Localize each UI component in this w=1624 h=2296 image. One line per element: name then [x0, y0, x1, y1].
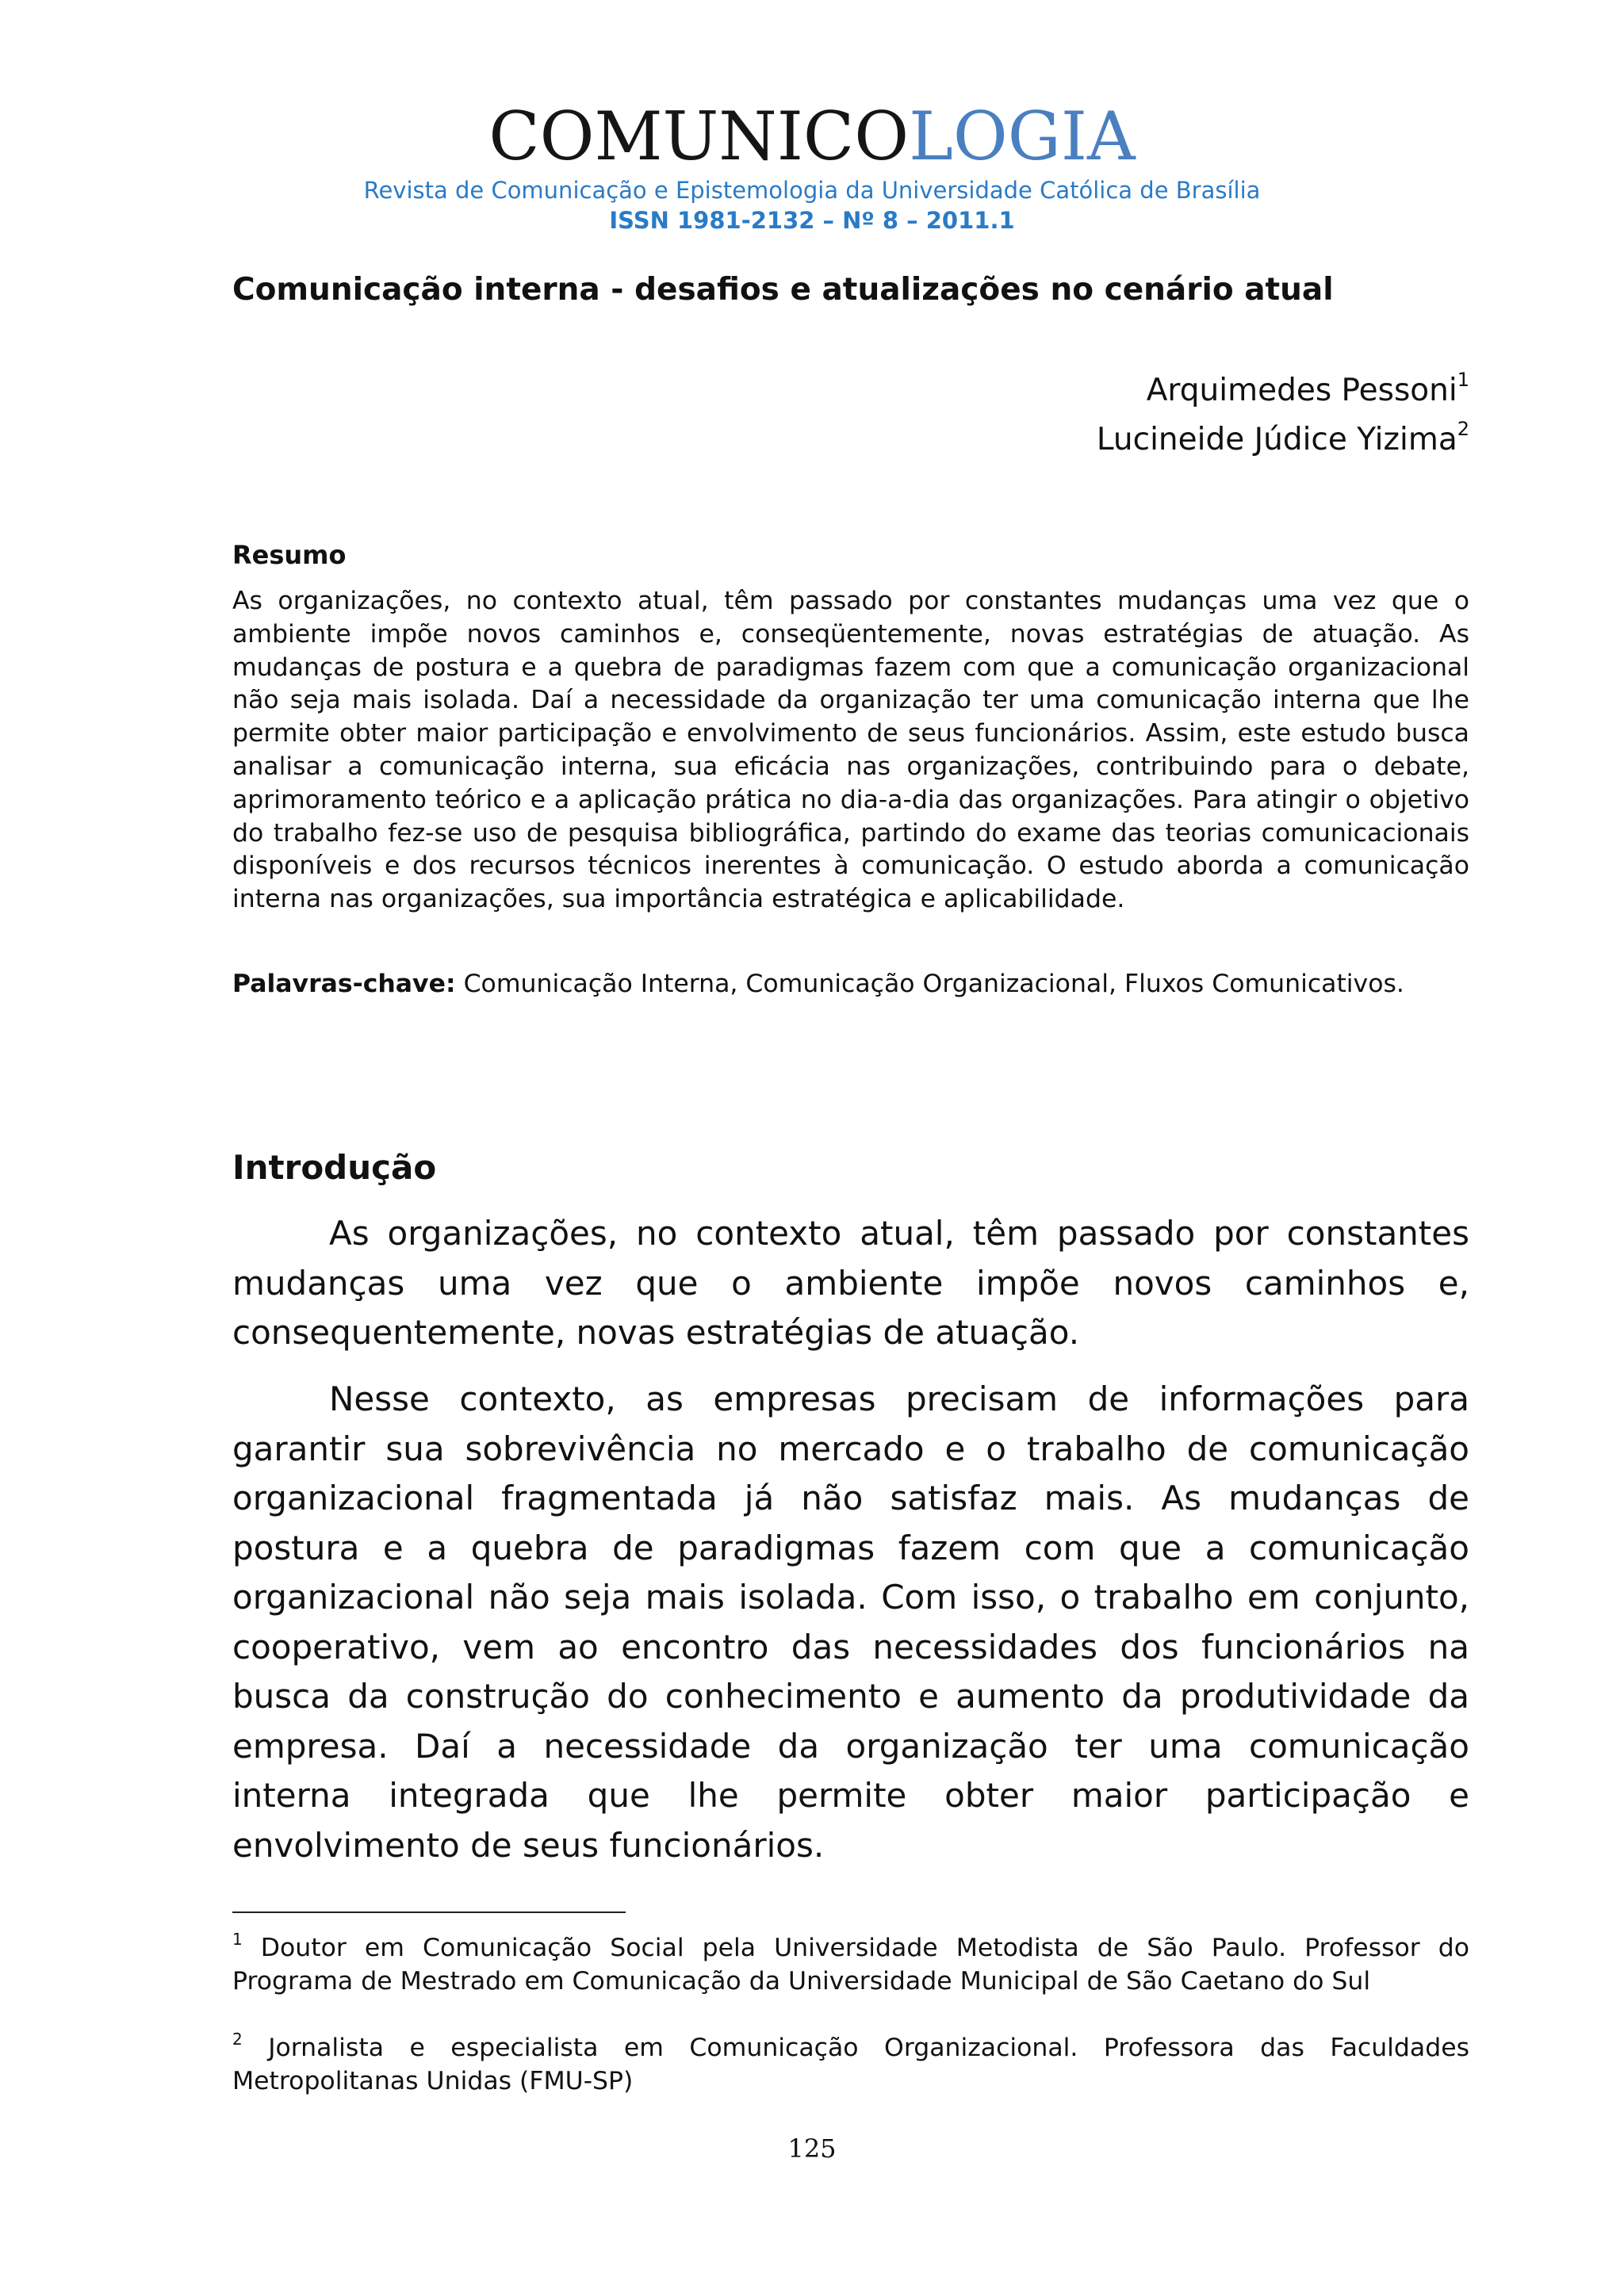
journal-subtitle: Revista de Comunicação e Epistemologia da Universidade Católica de Brasília	[363, 177, 1261, 204]
author-name: Arquimedes Pessoni	[1146, 373, 1457, 408]
footnote-text: Jornalista e especialista em Comunicação Organizacional. Professora das Faculdades Metropolitanas Unidas (FMU-SP)	[232, 2034, 1469, 2095]
paragraph: As organizações, no contexto atual, têm passado por constantes mudanças uma vez que o ambiente impõe novos caminhos e, consequentemente, novas estratégias de atuação.	[232, 1214, 1469, 1352]
footnote-mark: 1	[232, 1930, 243, 1949]
footnote-mark: 1	[1457, 369, 1469, 391]
footnote-separator	[232, 1911, 626, 1913]
abstract-heading: Resumo	[232, 540, 347, 570]
author	[1097, 366, 1469, 415]
section-heading-introduction: Introdução	[232, 1148, 437, 1187]
keywords-text: Comunicação Interna, Comunicação Organizacional, Fluxos Comunicativos.	[463, 970, 1404, 998]
footnote-mark: 2	[232, 2030, 243, 2049]
author-name: Lucineide Júdice Yizima	[1096, 422, 1457, 457]
abstract-body: As organizações, no contexto atual, têm passado por constantes mudanças uma vez que o ambiente impõe novos caminhos e, conseqüentemente, novas estratégias de atuação. As mudanças de postura e a quebra de paradigmas fazem com que a comunicação organizacional não seja mais isolada. Daí a necessidade da organização ter uma comunicação interna que lhe permite obter maior participação e envolvimento de seus funcionários. Assim, este estudo busca analisar a comunicação interna, sua eficácia nas organizações, contribuindo para o debate, aprimoramento teórico e a aplicação prática no dia-a-dia das organizações. Para atingir o objetivo do trabalho fez-se uso de pesquisa bibliográfica, partindo do exame das teorias comunicacionais disponíveis e dos recursos técnicos inerentes à comunicação. O estudo aborda a comunicação interna nas organizações, sua importância estratégica e aplicabilidade.	[232, 587, 1469, 914]
author	[1097, 415, 1469, 465]
footnote-text: Doutor em Comunicação Social pela Universidade Metodista de São Paulo. Professor do Programa de Mestrado em Comunicação da Universidade Municipal de São Caetano do Sul	[232, 1934, 1469, 1996]
page-number: 125	[787, 2133, 837, 2164]
journal-name-part1: COMUNICO	[488, 98, 910, 175]
journal-name	[0, 97, 1624, 176]
footnote-mark: 2	[1457, 418, 1469, 440]
footnote	[232, 1932, 1469, 1999]
journal-name-part2: LOGIA	[909, 98, 1136, 175]
keywords	[232, 967, 1469, 1001]
article-title: Comunicação interna - desafios e atualizações no cenário atual	[232, 272, 1334, 308]
paragraph: Nesse contexto, as empresas precisam de informações para garantir sua sobrevivência no mercado e o trabalho de comunicação organizacional fragmentada já não satisfaz mais. As mudanças de postura e a quebra de paradigmas fazem com que a comunicação organizacional não seja mais isolada. Com isso, o trabalho em conjunto, cooperativo, vem ao encontro das necessidades dos funcionários na busca da construção do conhecimento e aumento da produtividade da empresa. Daí a necessidade da organização ter uma comunicação interna integrada que lhe permite obter maior participação e envolvimento de seus funcionários.	[232, 1380, 1469, 1865]
issn-line: ISSN 1981-2132 – Nº 8 – 2011.1	[609, 207, 1015, 234]
keywords-label: Palavras-chave:	[232, 970, 456, 998]
footnote	[232, 2032, 1469, 2099]
author-list	[1097, 366, 1469, 465]
